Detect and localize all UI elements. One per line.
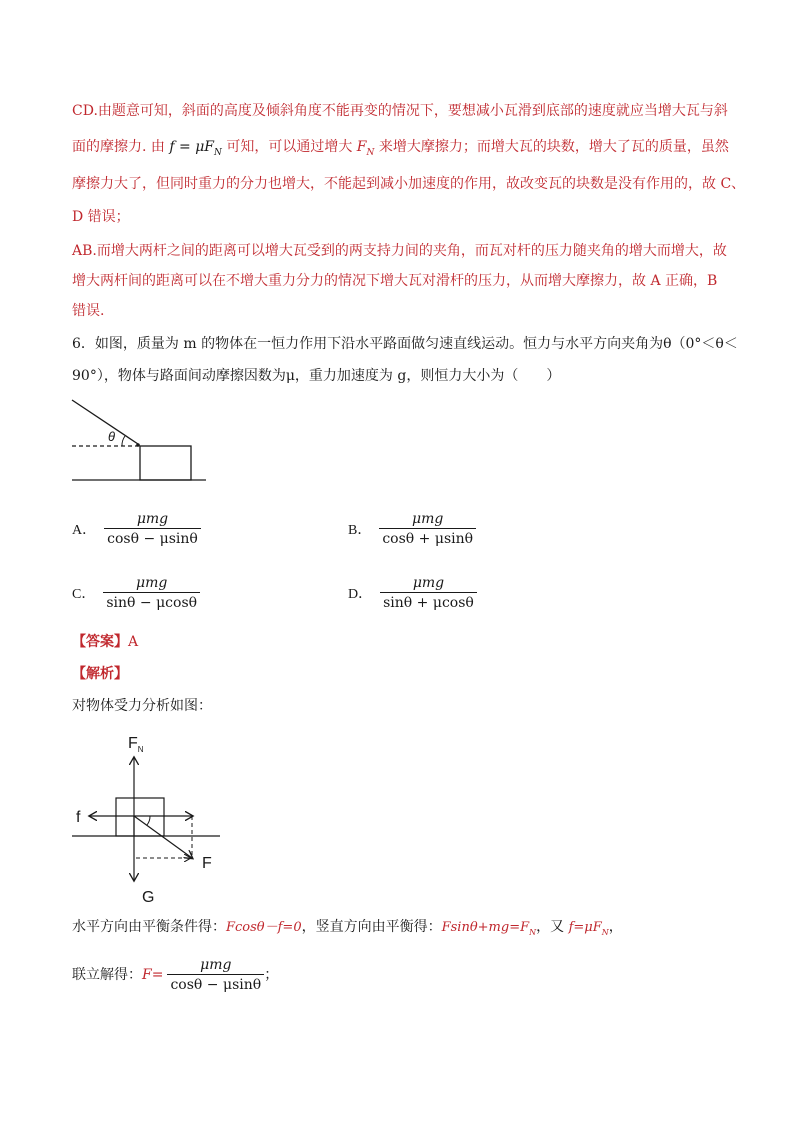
analysis-intro: 对物体受力分析如图：	[72, 698, 212, 714]
question-line-2: 90°），物体与路面间动摩擦因数为μ，重力加速度为 g，则恒力大小为（ ）	[72, 368, 561, 384]
prev-solution-line-5: AB.而增大两杆之间的距离可以增大瓦受到的两支持力间的夹角，而瓦对杆的压力随夹角的增大而增大，故	[72, 243, 727, 259]
fn-label: $F_N$	[128, 735, 144, 754]
question-line-1: 6．如图，质量为 m 的物体在一恒力作用下沿水平路面做匀速直线运动。恒力与水平方向夹角为θ（0°＜θ＜	[72, 336, 738, 352]
prev-solution-line-4: D 错误；	[72, 209, 130, 225]
result-line: 联立解得： F= $\frac{\text{μmg}}{\cos\theta - \mu\sin\theta}$ ；	[72, 957, 279, 993]
force-line	[72, 400, 138, 444]
G-label: G	[142, 889, 155, 906]
applied-force-arrow	[134, 816, 192, 858]
block	[140, 446, 191, 480]
equilibrium-equations: 水平方向由平衡条件得：Fcosθ－f=0，竖直方向由平衡得：$Fsin\theta+mg=F_N$，又 $f=\mu F_N$，	[72, 919, 623, 937]
F-label: F	[202, 855, 212, 872]
force-diagram	[70, 728, 230, 908]
prev-solution-line-7: 错误.	[72, 303, 105, 319]
option-b[interactable]: B． $\frac{\text{μmg}}{\cos\theta + \mu\sin\theta}$	[348, 510, 476, 548]
angle-arc	[147, 816, 150, 825]
answer-line: 【答案】A	[72, 634, 139, 650]
prev-solution-line-1: CD.由题意可知，斜面的高度及倾斜角度不能再变的情况下，要想减小瓦滑到底部的速度就应当增大瓦与斜	[72, 103, 728, 119]
f-label: f	[76, 809, 81, 826]
question-figure	[70, 396, 210, 486]
prev-solution-line-3: 摩擦力大了，但同时重力的分力也增大，不能起到减小加速度的作用，故改变瓦的块数是没有作用的，故 C、	[72, 176, 746, 192]
prev-solution-line-2: 面的摩擦力. 由 $f = \mu F_N$ 可知，可以通过增大 $F_N$ 来增大摩擦力；而增大瓦的块数，增大了瓦的质量，虽然	[72, 139, 729, 158]
option-c[interactable]: C． $\frac{\text{μmg}}{\sin\theta - \mu\cos\theta}$	[72, 574, 200, 612]
prev-solution-line-6: 增大两杆间的距离可以在不增大重力分力的情况下增大瓦对滑杆的压力，从而增大摩擦力，故 A 正确，B	[72, 273, 718, 289]
option-d[interactable]: D． $\frac{\text{μmg}}{\sin\theta + \mu\cos\theta}$	[348, 574, 477, 612]
theta-label: θ	[108, 429, 116, 444]
angle-arc	[122, 436, 125, 446]
block	[116, 798, 164, 836]
analysis-heading: 【解析】	[72, 666, 128, 682]
option-a[interactable]: A． $\frac{\text{μmg}}{\cos\theta - \mu\sin\theta}$	[72, 510, 201, 548]
